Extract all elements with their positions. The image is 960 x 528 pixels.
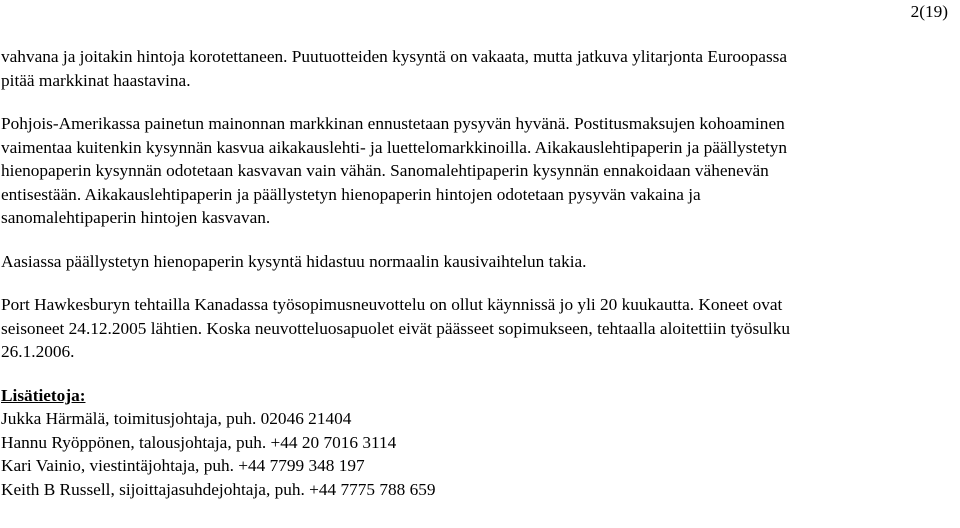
text-line: hienopaperin kysynnän odotetaan kasvavan vain vähän. Sanomalehtipaperin kysynnän ennakoidaan vähenevän [1,161,769,180]
text-line: pitää markkinat haastavina. [1,70,191,90]
contact-line: Keith B Russell, sijoittajasuhdejohtaja, puh. +44 7775 788 659 [1,479,436,499]
text-line: Port Hawkesburyn tehtailla Kanadassa työsopimusneuvottelu on ollut käynnissä jo yli 20 kuukautta. Koneet ovat [1,295,783,314]
text-line: sanomalehtipaperin hintojen kasvavan. [1,208,271,227]
text-line: vaimentaa kuitenkin kysynnän kasvua aikakauslehti- ja luettelomarkkinoilla. Aikakauslehtipaperin ja päällystetyn [1,137,788,157]
contact-heading: Lisätietoja: [1,385,86,405]
contact-line: Kari Vainio, viestintäjohtaja, puh. +44 7799 348 197 [1,456,365,475]
text-line: seisoneet 24.12.2005 lähtien. Koska neuvotteluosapuolet eivät päässeet sopimukseen, tehtaalla aloitettiin työsulku [1,318,790,338]
paragraph-market-europe [1,45,959,92]
contact-section [1,384,959,502]
text-line: entisestään. Aikakauslehtipaperin ja päällystetyn hienopaperin hintojen odotetaan pysyvän vakaina ja [1,184,701,204]
text-line: 26.1.2006. [1,342,75,361]
paragraph-port-hawkesbury [1,293,959,364]
text-line: Pohjois-Amerikassa painetun mainonnan markkinan ennustetaan pysyvän hyvänä. Postitusmaksujen kohoaminen [1,114,785,133]
page-number: 2(19) [910,2,948,21]
paragraph-asia [1,250,959,274]
contact-line: Hannu Ryöppönen, talousjohtaja, puh. +44 20 7016 3114 [1,432,397,452]
paragraph-north-america [1,112,959,230]
text-line: Aasiassa päällystetyn hienopaperin kysyntä hidastuu normaalin kausivaihtelun takia. [1,251,587,271]
document-body [1,45,959,501]
contact-line: Jukka Härmälä, toimitusjohtaja, puh. 02046 21404 [1,409,352,428]
text-line: vahvana ja joitakin hintoja korotettaneen. Puutuotteiden kysyntä on vakaata, mutta jatkuva ylitarjonta Euroopassa [1,47,788,66]
